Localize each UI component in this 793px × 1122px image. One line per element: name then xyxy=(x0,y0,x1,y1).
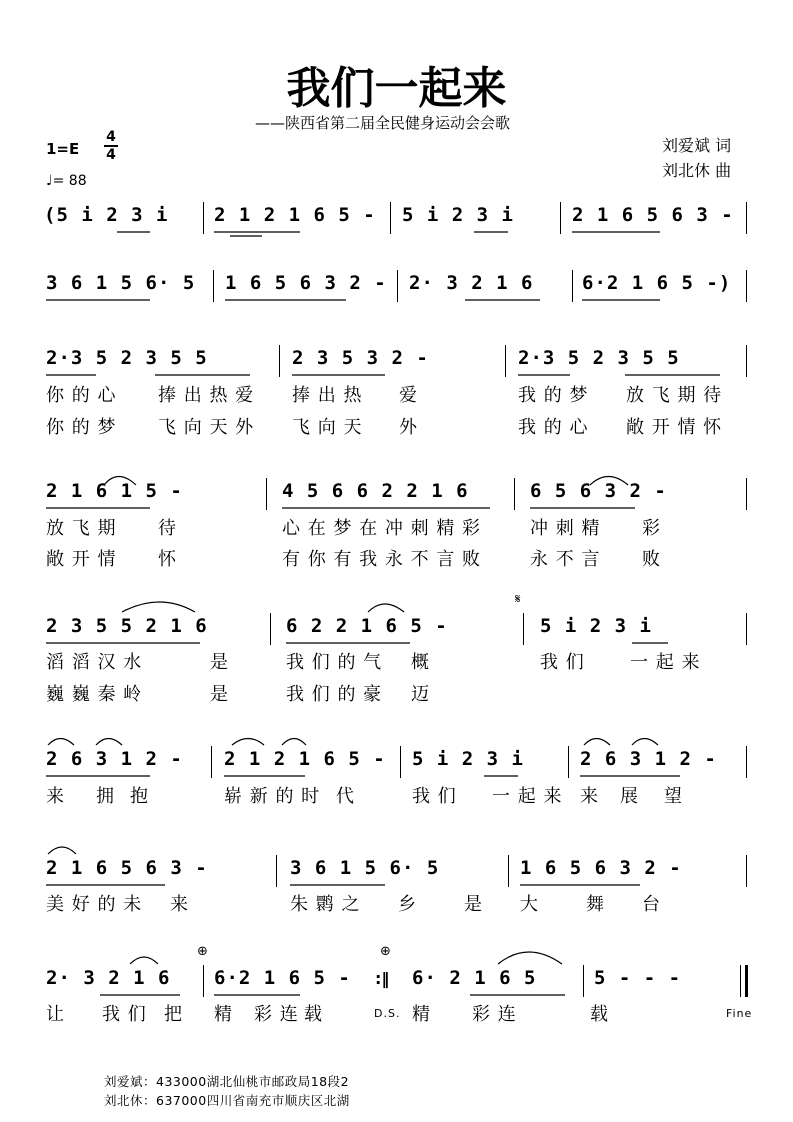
lyric-word: 外 xyxy=(399,417,418,438)
measure: 6·2 1 6 5 - xyxy=(214,967,351,989)
composer-credit: 刘北休 曲 xyxy=(662,161,732,180)
lyric-word: 朱 鹮 之 xyxy=(290,894,361,915)
lyric-word: 迈 xyxy=(411,684,430,705)
slur xyxy=(130,957,158,964)
lyric-word: 乡 xyxy=(398,894,417,915)
lyric-word: 冲 刺 精 xyxy=(530,518,601,539)
lyric-word: 有 你 有 我 永 不 言 败 xyxy=(282,549,482,570)
song-title: 我们一起来 xyxy=(286,63,507,114)
lyric-word: 永 不 言 xyxy=(530,549,601,570)
lyric-word: 滔 滔 汉 水 xyxy=(46,652,143,673)
slur xyxy=(232,739,264,746)
slur xyxy=(632,739,658,746)
lyric-word: 我 的 心 xyxy=(518,417,589,438)
fine-mark: Fine xyxy=(726,1007,753,1020)
lyric-word: 舞 xyxy=(586,894,605,915)
measure: 2·3 5 2 3 5 5 xyxy=(518,347,680,369)
meter-bottom: 4 xyxy=(106,147,116,163)
repeat-end-sign: :‖ xyxy=(375,969,390,988)
lyric-word: 敞 开 情 xyxy=(46,549,117,570)
lyric-word: 一 起 来 xyxy=(630,652,701,673)
lyric-word: 是 xyxy=(464,894,483,915)
lyric-word: 飞 向 天 xyxy=(292,417,363,438)
measure: 4 5 6 6 2 2 1 6 xyxy=(282,480,469,502)
lyric-word: 精 xyxy=(412,1004,431,1025)
slur xyxy=(48,739,74,746)
song-subtitle: ——陕西省第二届全民健身运动会会歌 xyxy=(255,114,511,132)
lyric-word: 捧 出 热 xyxy=(292,385,363,406)
lyric-word: 我 们 xyxy=(102,1004,147,1025)
lyric-word: 崭 新 的 时 xyxy=(224,786,321,807)
measure: 5 i 2 3 i xyxy=(540,615,652,637)
measure: 2 1 6 5 6 3 - xyxy=(572,204,734,226)
measure: 1 6 5 6 3 2 - xyxy=(520,857,682,879)
measure: 2·3 5 2 3 5 5 xyxy=(46,347,208,369)
lyric-word: 心 在 梦 在 冲 刺 精 彩 xyxy=(282,518,482,539)
lyric-word: 放 飞 期 xyxy=(46,518,117,539)
contact-lyricist: 刘爱斌：433000湖北仙桃市邮政局18段2 xyxy=(104,1074,350,1089)
lyric-word: 我 们 xyxy=(540,652,585,673)
lyric-word: 你 的 心 xyxy=(46,385,117,406)
lyric-word: 精 xyxy=(214,1004,233,1025)
measure: (5 i 2 3 i xyxy=(44,204,169,226)
slur xyxy=(48,847,76,854)
lyric-word: 彩 连 xyxy=(254,1004,299,1025)
lyric-word: 彩 xyxy=(642,518,661,539)
lyric-word: 放 飞 期 待 xyxy=(626,385,723,406)
measure: 2 1 2 1 6 5 - xyxy=(224,748,386,770)
measure: 2 6 3 1 2 - xyxy=(46,748,183,770)
lyric-word: 大 xyxy=(520,894,539,915)
lyric-word: 把 xyxy=(164,1004,183,1025)
lyric-word: 捧 出 热 爱 xyxy=(158,385,255,406)
coda-sign: ⊕ xyxy=(197,944,208,959)
lyric-word: 一 起 来 xyxy=(492,786,563,807)
key-signature: 1=E xyxy=(46,140,80,158)
measure: 2· 3 2 1 6 xyxy=(409,272,534,294)
meter-top: 4 xyxy=(106,129,116,145)
lyric-word: 美 好 的 未 xyxy=(46,894,143,915)
lyric-word: 我 们 的 豪 xyxy=(286,684,383,705)
lyric-word: 台 xyxy=(642,894,661,915)
lyric-word: 彩 连 xyxy=(472,1004,517,1025)
measure: 2 3 5 5 2 1 6 xyxy=(46,615,208,637)
measure: 5 - - - xyxy=(594,967,682,989)
lyric-word: 飞 向 天 外 xyxy=(158,417,255,438)
lyric-word: 你 的 梦 xyxy=(46,417,117,438)
measure: 2 6 3 1 2 - xyxy=(580,748,717,770)
lyric-word: 拥 xyxy=(96,786,115,807)
measure: 2 1 6 1 5 - xyxy=(46,480,183,502)
lyric-word: 是 xyxy=(210,652,229,673)
lyric-word: 我 们 xyxy=(412,786,457,807)
lyric-word: 我 的 梦 xyxy=(518,385,589,406)
lyric-word: 巍 巍 秦 岭 xyxy=(46,684,143,705)
contact-composer: 刘北休：637000四川省南充市顺庆区北湖 xyxy=(104,1093,350,1108)
lyric-word: 代 xyxy=(336,786,355,807)
lyric-word: 败 xyxy=(642,549,661,570)
measure: 5 i 2 3 i xyxy=(412,748,524,770)
lyric-word: 望 xyxy=(664,786,683,807)
measure: 6 5 6 3 2 - xyxy=(530,480,667,502)
measure: 2 3 5 3 2 - xyxy=(292,347,429,369)
lyric-word: 来 xyxy=(580,786,599,807)
slur xyxy=(498,952,562,964)
measure: 2· 3 2 1 6 xyxy=(46,967,171,989)
coda-sign: ⊕ xyxy=(380,944,391,959)
slur xyxy=(368,604,404,612)
dal-segno-mark: D.S. xyxy=(374,1007,401,1020)
lyric-word: 敞 开 情 怀 xyxy=(626,417,723,438)
measure: 6 2 2 1 6 5 - xyxy=(286,615,448,637)
lyric-word: 载 xyxy=(304,1004,323,1025)
lyric-word: 来 xyxy=(46,786,65,807)
lyric-word: 来 xyxy=(170,894,189,915)
measure: 5 i 2 3 i xyxy=(402,204,514,226)
lyric-word: 让 xyxy=(46,1004,65,1025)
lyric-word: 爱 xyxy=(399,385,418,406)
lyric-word: 抱 xyxy=(130,786,149,807)
slur xyxy=(122,602,195,612)
lyric-word: 待 xyxy=(158,518,177,539)
lyric-word: 概 xyxy=(411,652,430,673)
lyric-word: 展 xyxy=(620,786,639,807)
measure: 3 6 1 5 6· 5 xyxy=(290,857,440,879)
measure: 6·2 1 6 5 -) xyxy=(582,272,732,294)
slur xyxy=(104,477,136,486)
measure: 2 1 6 5 6 3 - xyxy=(46,857,208,879)
slur xyxy=(584,739,610,746)
slur xyxy=(590,477,628,486)
lyric-word: 是 xyxy=(210,684,229,705)
slur xyxy=(282,739,306,746)
segno-sign: 𝄋 xyxy=(515,592,521,607)
measure: 2 1 2 1 6 5 - xyxy=(214,204,376,226)
lyric-word: 我 们 的 气 xyxy=(286,652,383,673)
measure: 6· 2 1 6 5 xyxy=(412,967,537,989)
measure: 3 6 1 5 6· 5 xyxy=(46,272,196,294)
measure: 1 6 5 6 3 2 - xyxy=(225,272,387,294)
lyricist-credit: 刘爱斌 词 xyxy=(662,136,732,155)
slur xyxy=(96,739,122,746)
lyric-word: 载 xyxy=(590,1004,609,1025)
tempo-marking: ♩= 88 xyxy=(46,173,87,189)
lyric-word: 怀 xyxy=(158,549,177,570)
